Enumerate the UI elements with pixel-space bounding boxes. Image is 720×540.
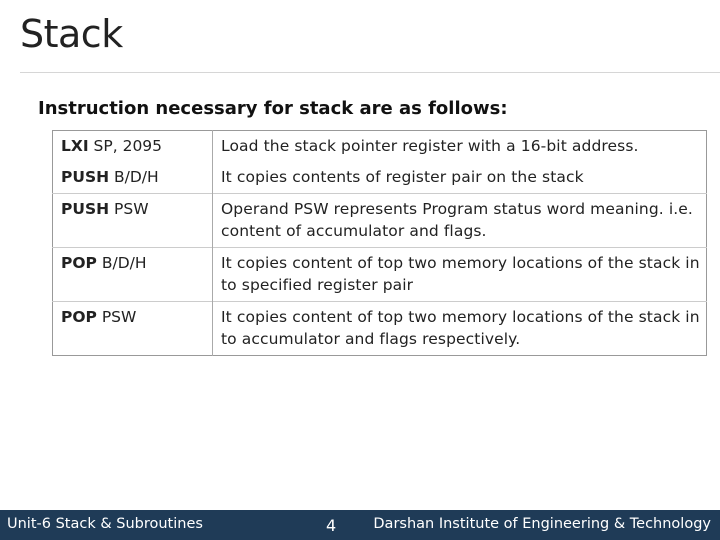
mnemonic: POP: [61, 254, 97, 272]
title-divider: [20, 72, 720, 73]
table-row: [53, 248, 707, 302]
operand: PSW: [96, 308, 137, 326]
description-cell: Load the stack pointer register with a 16-bit address.: [213, 131, 707, 163]
operand: SP, 2095: [88, 137, 163, 155]
operand: B/D/H: [109, 168, 159, 186]
footer-bar: [0, 510, 720, 540]
footer-institute: Darshan Institute of Engineering & Technology: [373, 516, 711, 532]
instruction-table: [52, 130, 707, 356]
footer-course: Unit-6 Stack & Subroutines: [7, 516, 203, 532]
description-cell: It copies contents of register pair on the stack: [213, 162, 707, 194]
description-cell: Operand PSW represents Program status word meaning. i.e. content of accumulator and flags.: [213, 194, 707, 248]
subtitle: Instruction necessary for stack are as follows:: [38, 98, 508, 119]
description-cell: It copies content of top two memory locations of the stack in to specified register pair: [213, 248, 707, 302]
mnemonic: PUSH: [61, 168, 110, 186]
mnemonic: LXI: [61, 137, 89, 155]
instruction-cell: [53, 194, 213, 248]
instruction-cell: [53, 248, 213, 302]
table-row: [53, 162, 707, 194]
instruction-cell: [53, 162, 213, 194]
table-row: [53, 302, 707, 356]
instruction-cell: [53, 131, 213, 163]
operand: PSW: [109, 200, 149, 218]
operand: B/D/H: [96, 254, 147, 272]
page-title: Stack: [20, 12, 123, 56]
instruction-cell: [53, 302, 213, 356]
description-cell: It copies content of top two memory locations of the stack in to accumulator and flags respectively.: [213, 302, 707, 356]
mnemonic: POP: [61, 308, 97, 326]
table-row: [53, 131, 707, 163]
table-row: [53, 194, 707, 248]
page-number: 4: [326, 516, 337, 535]
mnemonic: PUSH: [61, 200, 110, 218]
